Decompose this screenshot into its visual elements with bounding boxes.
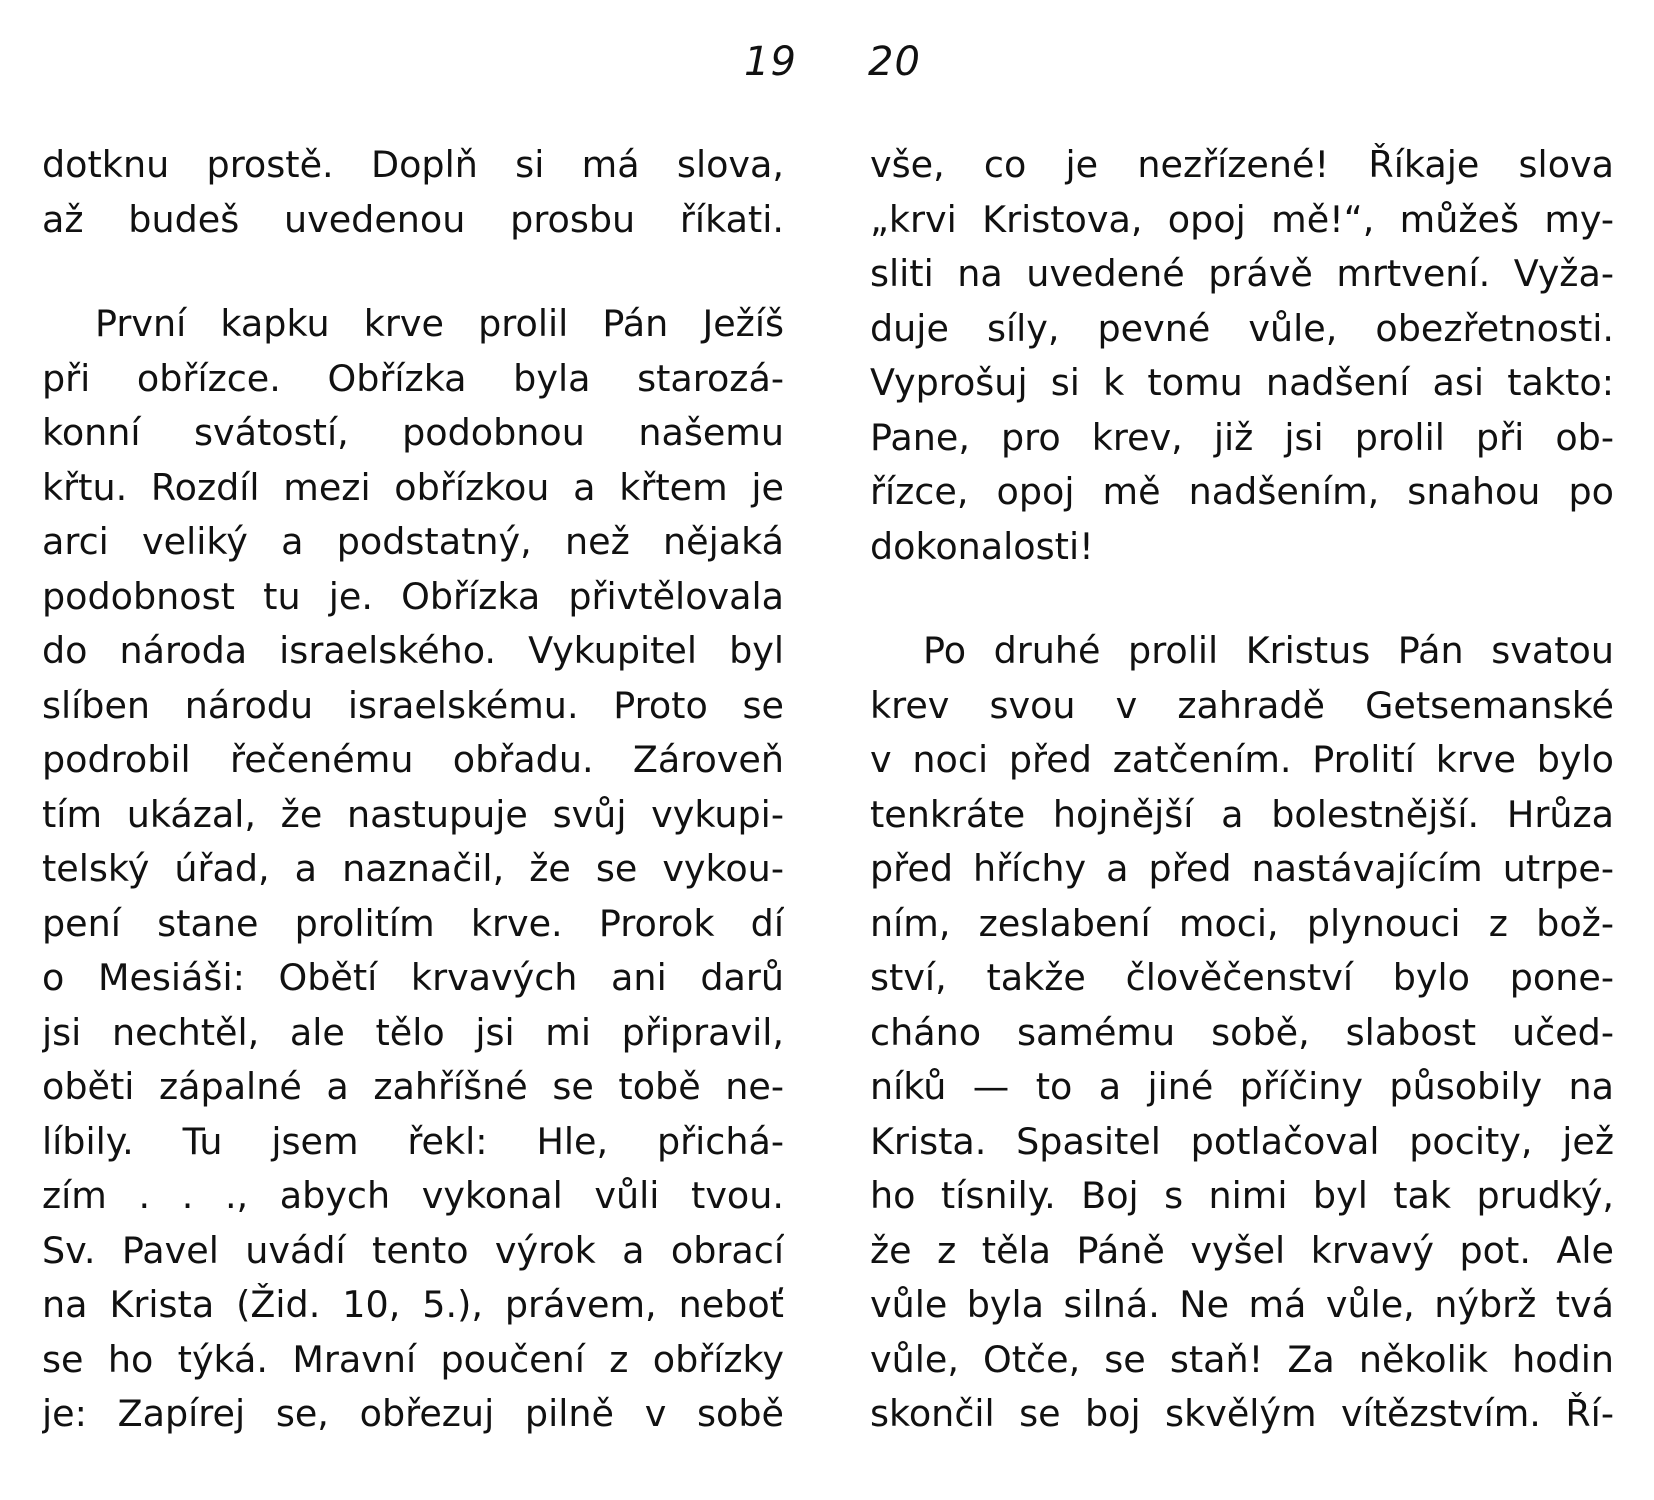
text-line: Sv. Pavel uvádí tento výrok a obrací xyxy=(42,1228,784,1272)
paragraph-gap xyxy=(42,247,784,297)
right-page-column xyxy=(870,138,1614,1442)
text-line: slíben národu israelskému. Proto se xyxy=(42,683,784,727)
text-line: vůle byla silná. Ne má vůle, nýbrž tvá xyxy=(870,1283,1614,1326)
text-line: Vyprošuj si k tomu nadšení asi takto: xyxy=(870,361,1614,404)
text-line: řízce, opoj mě nadšením, snahou po xyxy=(870,470,1614,513)
text-line: vůle, Otče, se staň! Za několik hodin xyxy=(870,1337,1614,1381)
text-line: ním, zeslabení moci, plynouci z bož- xyxy=(870,901,1614,945)
text-line: cháno samému sobě, slabost učed- xyxy=(870,1010,1614,1054)
right-paragraph-2 xyxy=(870,624,1614,1442)
text-line: dotknu prostě. Doplň si má slova, xyxy=(42,143,784,186)
text-line: křtu. Rozdíl mezi obřízkou a křtem je xyxy=(42,465,784,509)
text-line: o Mesiáši: Obětí krvavých ani darů xyxy=(42,956,784,999)
text-line: podrobil řečenému obřadu. Zároveň xyxy=(42,738,784,781)
text-line: v noci před zatčením. Prolití krve bylo xyxy=(870,738,1614,781)
text-line: tím ukázal, že nastupuje svůj vykupi- xyxy=(42,792,784,836)
text-line: zím . . ., abych vykonal vůli tvou. xyxy=(42,1174,784,1217)
left-paragraph-2 xyxy=(42,297,784,1442)
text-line: až budeš uvedenou prosbu říkati. xyxy=(42,197,784,241)
text-line: ho tísnily. Boj s nimi byl tak prudký, xyxy=(870,1174,1614,1217)
text-line: ství, takže člověčenství bylo pone- xyxy=(870,956,1614,999)
text-line: Po druhé prolil Kristus Pán svatou xyxy=(923,629,1614,672)
text-line: duje síly, pevné vůle, obezřetnosti. xyxy=(870,306,1614,350)
text-line: oběti zápalné a zahříšné se tobě ne- xyxy=(42,1065,784,1108)
right-paragraph-1 xyxy=(870,138,1614,574)
page-number-left: 19 xyxy=(744,39,797,85)
text-line: že z těla Páně vyšel krvavý pot. Ale xyxy=(870,1228,1614,1272)
text-line: sliti na uvedené právě mrtvení. Vyža- xyxy=(870,252,1614,295)
text-line: se ho týká. Mravní poučení z obřízky xyxy=(42,1337,784,1381)
text-line: tenkráte hojnější a bolestnější. Hrůza xyxy=(870,792,1614,836)
text-line: při obřízce. Obřízka byla starozá- xyxy=(42,356,784,400)
text-line: První kapku krve prolil Pán Ježíš xyxy=(95,302,784,345)
text-line: líbily. Tu jsem řekl: Hle, přichá- xyxy=(42,1119,784,1163)
text-line: vše, co je nezřízené! Říkaje slova xyxy=(870,143,1614,186)
text-line: Krista. Spasitel potlačoval pocity, jež xyxy=(870,1119,1614,1163)
text-line: telský úřad, a naznačil, že se vykou- xyxy=(42,847,784,890)
text-line: do národa israelského. Vykupitel byl xyxy=(42,629,784,672)
text-line: arci veliký a podstatný, než nějaká xyxy=(42,520,784,563)
text-line: dokonalosti! xyxy=(870,524,1094,568)
text-line: na Krista (Žid. 10, 5.), právem, neboť xyxy=(42,1283,784,1326)
text-line: Pane, pro krev, již jsi prolil při ob- xyxy=(870,415,1614,459)
text-line: „krvi Kristova, opoj mě!“, můžeš my- xyxy=(870,197,1614,241)
text-line: podobnost tu je. Obřízka přivtělovala xyxy=(42,574,784,618)
text-line: pení stane prolitím krve. Prorok dí xyxy=(42,901,784,945)
left-paragraph-1 xyxy=(42,138,784,247)
text-line: před hříchy a před nastávajícím utrpe- xyxy=(870,847,1614,890)
text-line: jsi nechtěl, ale tělo jsi mi připravil, xyxy=(42,1010,784,1054)
text-line: je: Zapírej se, obřezuj pilně v sobě xyxy=(42,1392,784,1435)
page-number-right: 20 xyxy=(868,39,921,85)
paragraph-gap xyxy=(870,574,1614,624)
left-page-column xyxy=(42,138,784,1442)
text-line: krev svou v zahradě Getsemanské xyxy=(870,683,1614,727)
text-line: konní svátostí, podobnou našemu xyxy=(42,411,784,454)
text-line: skončil se boj skvělým vítězstvím. Ří- xyxy=(870,1392,1614,1435)
text-line: níků — to a jiné příčiny působily na xyxy=(870,1065,1614,1108)
